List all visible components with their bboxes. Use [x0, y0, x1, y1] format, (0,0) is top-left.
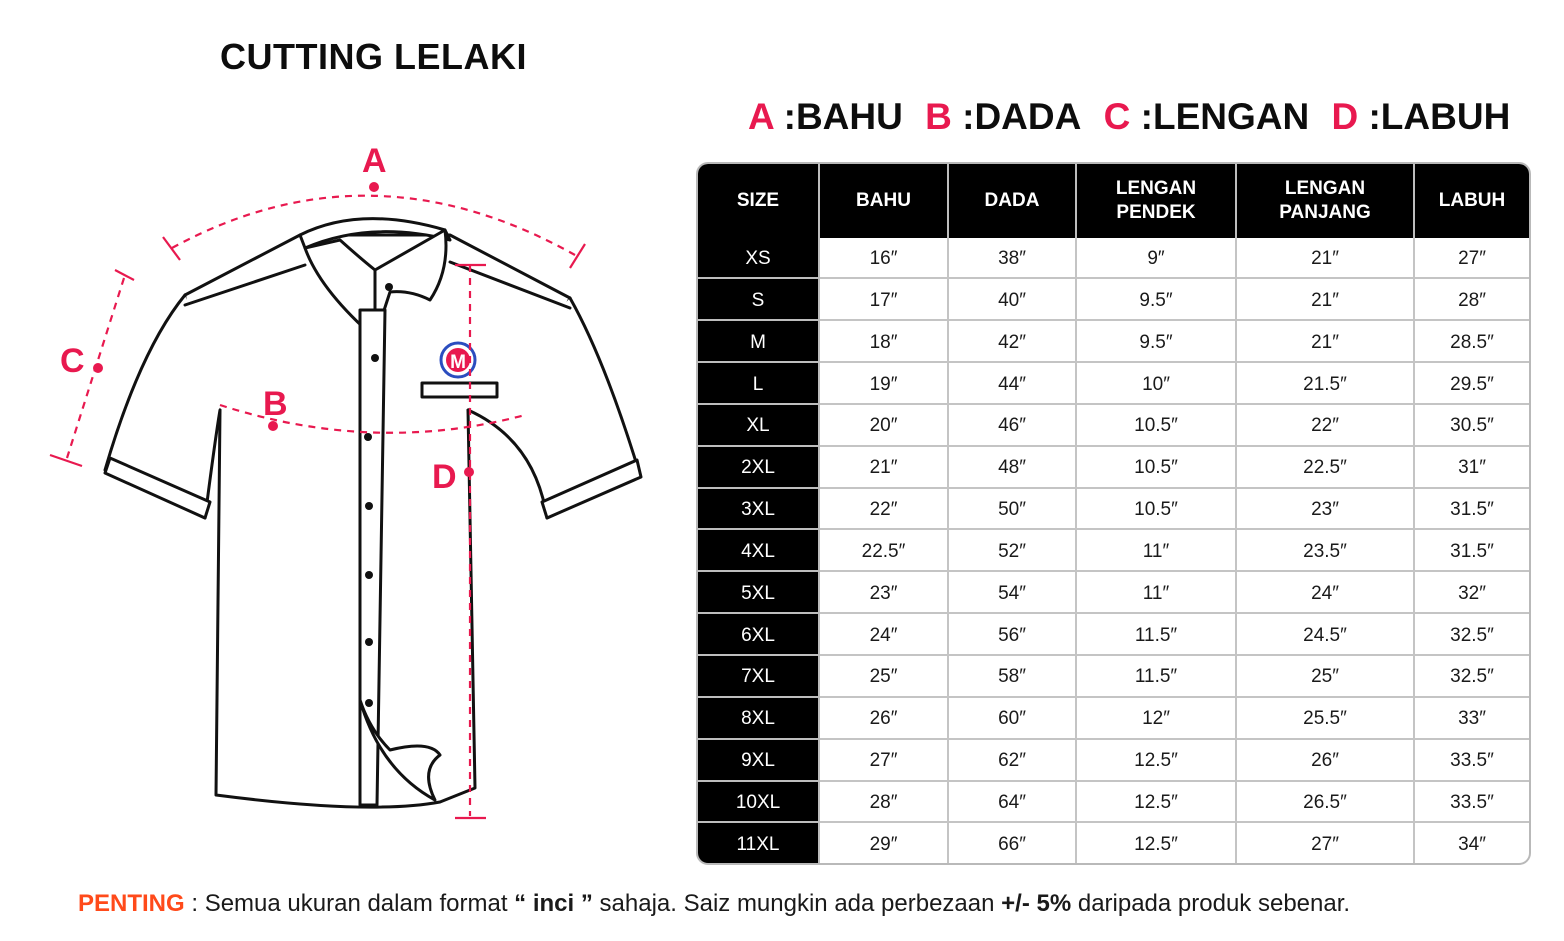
- cell-dada: 60″: [948, 697, 1076, 739]
- page-title: CUTTING LELAKI: [220, 36, 527, 77]
- cell-dada: 66″: [948, 822, 1076, 863]
- cell-size: 3XL: [698, 488, 819, 530]
- legend-item-d: [1331, 96, 1510, 137]
- note-unit: “ inci ”: [514, 890, 593, 917]
- cell-dada: 40″: [948, 278, 1076, 320]
- cell-size: XL: [698, 404, 819, 446]
- cell-lengan-panjang: 23.5″: [1236, 529, 1414, 571]
- cell-bahu: 22″: [819, 488, 948, 530]
- cell-size: 11XL: [698, 822, 819, 863]
- header-labuh: LABUH: [1414, 164, 1529, 238]
- cell-labuh: 33.5″: [1414, 739, 1529, 781]
- header-bahu: BAHU: [819, 164, 948, 238]
- cell-size: 8XL: [698, 697, 819, 739]
- table-row: [698, 488, 1529, 530]
- cell-lengan-panjang: 26.5″: [1236, 781, 1414, 823]
- legend-item-a: [748, 96, 903, 137]
- cell-bahu: 16″: [819, 238, 948, 278]
- cell-lengan-pendek: 11″: [1076, 571, 1236, 613]
- cell-bahu: 26″: [819, 697, 948, 739]
- header-lengan-pendek: LENGAN PENDEK: [1076, 164, 1236, 238]
- cell-bahu: 22.5″: [819, 529, 948, 571]
- cell-lengan-panjang: 24.5″: [1236, 613, 1414, 655]
- logo-letter: M: [450, 352, 466, 373]
- cell-labuh: 28″: [1414, 278, 1529, 320]
- shirt-illustration: [30, 140, 670, 840]
- cell-lengan-pendek: 9″: [1076, 238, 1236, 278]
- table-header-row: [698, 164, 1529, 238]
- cell-size: 10XL: [698, 781, 819, 823]
- cell-labuh: 32.5″: [1414, 655, 1529, 697]
- measure-label-a: A: [362, 142, 387, 180]
- legend-key: B: [925, 96, 952, 137]
- cell-labuh: 34″: [1458, 833, 1486, 855]
- cell-lengan-panjang: 21″: [1236, 320, 1414, 362]
- cell-bahu: 25″: [819, 655, 948, 697]
- cell-size: L: [698, 362, 819, 404]
- cell-bahu: 21″: [819, 446, 948, 488]
- cell-labuh: 32″: [1414, 571, 1529, 613]
- table-row: [698, 655, 1529, 697]
- table-row: [698, 822, 1529, 863]
- cell-lengan-panjang: 27″: [1236, 822, 1414, 863]
- cell-bahu: 28″: [819, 781, 948, 823]
- cell-lengan-panjang: 24″: [1236, 571, 1414, 613]
- cell-dada: 56″: [948, 613, 1076, 655]
- cell-lengan-panjang: 25″: [1236, 655, 1414, 697]
- measure-label-c: C: [60, 342, 85, 380]
- cell-lengan-pendek: 12.5″: [1076, 822, 1236, 863]
- cell-lengan-pendek: 10.5″: [1076, 446, 1236, 488]
- cell-labuh: 32.5″: [1414, 613, 1529, 655]
- legend-key: A: [748, 96, 774, 137]
- note-text: : Semua ukuran dalam format: [184, 890, 515, 917]
- header-lengan-panjang: LENGAN PANJANG: [1236, 164, 1414, 238]
- cell-bahu: 27″: [819, 739, 948, 781]
- table-row: [698, 781, 1529, 823]
- cell-lengan-panjang: 21″: [1236, 238, 1414, 278]
- cell-lengan-pendek: 12″: [1076, 697, 1236, 739]
- cell-lengan-pendek: 11.5″: [1076, 655, 1236, 697]
- pocket-flap: [422, 383, 497, 397]
- cell-labuh: 31.5″: [1414, 488, 1529, 530]
- cell-labuh: 28.5″: [1414, 320, 1529, 362]
- cell-size: 5XL: [698, 571, 819, 613]
- cell-bahu: 29″: [819, 822, 948, 863]
- legend-label: :LABUH: [1368, 96, 1511, 137]
- size-chart-table: [696, 162, 1531, 865]
- cell-lengan-panjang: 22.5″: [1236, 446, 1414, 488]
- cell-labuh: 30.5″: [1414, 404, 1529, 446]
- note-text: sahaja. Saiz mungkin ada perbezaan: [592, 890, 1002, 917]
- legend-item-c: [1104, 96, 1310, 137]
- cell-dada: 38″: [948, 238, 1076, 278]
- table-row: [698, 238, 1529, 278]
- table-row: [698, 529, 1529, 571]
- cell-lengan-pendek: 9.5″: [1076, 320, 1236, 362]
- legend-key: C: [1103, 96, 1131, 137]
- cell-dada: 50″: [948, 488, 1076, 530]
- cell-lengan-pendek: 10.5″: [1076, 404, 1236, 446]
- cell-lengan-pendek: 12.5″: [1076, 781, 1236, 823]
- cell-size: 4XL: [698, 529, 819, 571]
- note-important-label: PENTING: [78, 890, 185, 917]
- cell-size: M: [698, 320, 819, 362]
- note-text: daripada produk sebenar.: [1071, 890, 1351, 917]
- dot-c: [93, 363, 103, 373]
- legend-label: :BAHU: [783, 96, 903, 137]
- table-row: [698, 446, 1529, 488]
- cell-dada: 42″: [948, 320, 1076, 362]
- cell-dada: 44″: [948, 362, 1076, 404]
- legend-label: :DADA: [962, 96, 1082, 137]
- cell-size: S: [698, 278, 819, 320]
- cell-labuh: 33″: [1414, 697, 1529, 739]
- table-row: [698, 362, 1529, 404]
- cell-dada: 64″: [948, 781, 1076, 823]
- cell-lengan-panjang: 21.5″: [1236, 362, 1414, 404]
- cell-lengan-panjang: 26″: [1236, 739, 1414, 781]
- note-tolerance: +/- 5%: [1001, 890, 1072, 917]
- measure-label-d: D: [432, 458, 457, 496]
- cell-dada: 58″: [948, 655, 1076, 697]
- cell-size: 2XL: [698, 446, 819, 488]
- cell-size: 6XL: [698, 613, 819, 655]
- cell-lengan-panjang: 23″: [1236, 488, 1414, 530]
- cell-dada: 46″: [948, 404, 1076, 446]
- measurement-legend: [748, 96, 1510, 138]
- table-row: [698, 320, 1529, 362]
- table-row: [698, 278, 1529, 320]
- table-row: [698, 571, 1529, 613]
- cell-labuh: 29.5″: [1414, 362, 1529, 404]
- cell-lengan-pendek: 11″: [1076, 529, 1236, 571]
- cell-dada: 52″: [948, 529, 1076, 571]
- dot-a: [369, 182, 379, 192]
- header-size: SIZE: [698, 164, 819, 238]
- cell-lengan-pendek: 12.5″: [1076, 739, 1236, 781]
- cell-bahu: 24″: [819, 613, 948, 655]
- table-row: [698, 613, 1529, 655]
- tick-c-bottom: [50, 455, 82, 466]
- cell-labuh: 33.5″: [1414, 781, 1529, 823]
- cell-lengan-panjang: 21″: [1236, 278, 1414, 320]
- cell-lengan-pendek: 9.5″: [1076, 278, 1236, 320]
- cell-lengan-pendek: 10″: [1076, 362, 1236, 404]
- cell-bahu: 17″: [819, 278, 948, 320]
- tick-a-left: [163, 237, 180, 260]
- measure-label-b: B: [263, 385, 288, 423]
- table-row: [698, 404, 1529, 446]
- cell-dada: 48″: [948, 446, 1076, 488]
- cell-lengan-panjang: 22″: [1236, 404, 1414, 446]
- legend-label: :LENGAN: [1140, 96, 1310, 137]
- cell-lengan-panjang: 25.5″: [1236, 697, 1414, 739]
- cell-bahu: 20″: [819, 404, 948, 446]
- cell-bahu: 19″: [819, 362, 948, 404]
- cell-dada: 62″: [948, 739, 1076, 781]
- cell-labuh: 27″: [1414, 238, 1529, 278]
- legend-item-b: [925, 96, 1081, 137]
- legend-key: D: [1331, 96, 1359, 137]
- cell-bahu: 23″: [819, 571, 948, 613]
- cell-size: 9XL: [698, 739, 819, 781]
- header-dada: DADA: [948, 164, 1076, 238]
- cell-size: XS: [698, 238, 819, 278]
- important-note: [78, 890, 1350, 918]
- cell-lengan-pendek: 10.5″: [1076, 488, 1236, 530]
- dot-d: [464, 467, 474, 477]
- cell-labuh: 31″: [1414, 446, 1529, 488]
- table-row: [698, 739, 1529, 781]
- cell-size: 7XL: [698, 655, 819, 697]
- table-row: [698, 697, 1529, 739]
- shirt-diagram: [30, 140, 670, 840]
- cell-dada: 54″: [948, 571, 1076, 613]
- tick-a-right: [570, 244, 585, 268]
- cell-lengan-pendek: 11.5″: [1076, 613, 1236, 655]
- cell-bahu: 18″: [819, 320, 948, 362]
- cell-labuh: 31.5″: [1414, 529, 1529, 571]
